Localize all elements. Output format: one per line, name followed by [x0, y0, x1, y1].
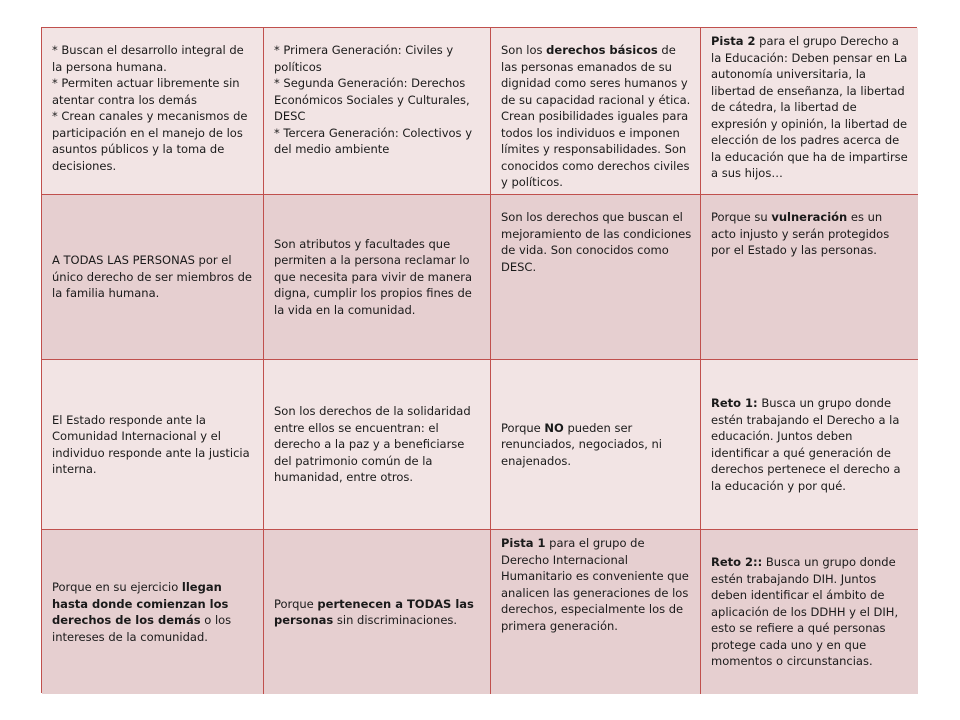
rights-table — [41, 27, 917, 693]
table-cell — [701, 195, 918, 360]
cell-text: Pista 1 para el grupo de Derecho Internacional Humanitario es conveniente que analicen las generaciones de los derechos, especialmente los de primera generación. — [501, 536, 689, 633]
table-cell — [42, 360, 264, 530]
cell-text: Son los derechos que buscan el mejoramiento de las condiciones de vida. Son conocidos como DESC. — [501, 210, 692, 274]
cell-text: Son los derechos de la solidaridad entre ellos se encuentran: el derecho a la paz y a beneficiarse del patrimonio común de la humanidad, entre otros. — [274, 404, 471, 485]
cell-text: Porque NO pueden ser renunciados, negociados, ni enajenados. — [501, 420, 663, 468]
cell-text: Son atributos y facultades que permiten a la persona reclamar lo que necesita para vivir de manera digna, cumplir los propios fines de la vida en la comunidad. — [274, 236, 473, 317]
table-cell — [491, 28, 701, 195]
table-cell — [42, 195, 264, 360]
table-cell — [491, 360, 701, 530]
cell-text: Reto 1: Busca un grupo donde estén trabajando el Derecho a la educación. Juntos deben identificar a qué generación de derechos pertenece el derecho a la educación y por qué. — [711, 396, 901, 493]
table-cell — [264, 28, 491, 195]
cell-text: Reto 2:: Busca un grupo donde estén trabajando DIH. Juntos deben identificar el ámbito de aplicación de los DDHH y el DIH, esto se refiere a qué personas protege cada uno y en que momentos o circunstancias. — [711, 555, 899, 669]
cell-text: Porque pertenecen a TODAS las personas sin discriminaciones. — [274, 596, 474, 627]
cell-text: Porque su vulneración es un acto injusto y serán protegidos por el Estado y las personas. — [711, 210, 890, 257]
table-cell — [264, 360, 491, 530]
table-cell — [42, 28, 264, 195]
cell-text: A TODAS LAS PERSONAS por el único derecho de ser miembros de la familia humana. — [52, 253, 253, 301]
table-cell — [42, 530, 264, 694]
table-cell — [701, 360, 918, 530]
table-cell — [491, 530, 701, 694]
table-cell — [264, 195, 491, 360]
table-cell — [264, 530, 491, 694]
cell-text: Pista 2 para el grupo Derecho a la Educación: Deben pensar en La autonomía universitaria, la libertad de enseñanza, la libertad de cátedra, la libertad de expresión y opinión, la libertad de elección de los padres acerca de la educación que ha de impartirse a sus hijos… — [711, 34, 908, 180]
table-cell — [701, 530, 918, 694]
cell-text: Son los derechos básicos de las personas emanados de su dignidad como seres humanos y de su capacidad racional y ética. Crean posibilidades iguales para todos los individuos e imponen límites y responsabilidades. Son conocidos como derechos civiles y políticos. — [501, 43, 691, 189]
cell-text: El Estado responde ante la Comunidad Internacional y el individuo responde ante la justicia interna. — [52, 412, 250, 476]
table-cell — [701, 28, 918, 195]
table-cell — [491, 195, 701, 360]
cell-text: Porque en su ejercicio llegan hasta donde comienzan los derechos de los demás o los intereses de la comunidad. — [52, 580, 232, 644]
cell-text: * Buscan el desarrollo integral de la persona humana. * Permiten actuar libremente sin atentar contra los demás * Crean canales y mecanismos de participación en el manejo de los asuntos públicos y la toma de decisiones. — [52, 43, 248, 173]
cell-text: * Primera Generación: Civiles y políticos * Segunda Generación: Derechos Económicos Sociales y Culturales, DESC * Tercera Generación: Colectivos y del medio ambiente — [274, 43, 473, 156]
